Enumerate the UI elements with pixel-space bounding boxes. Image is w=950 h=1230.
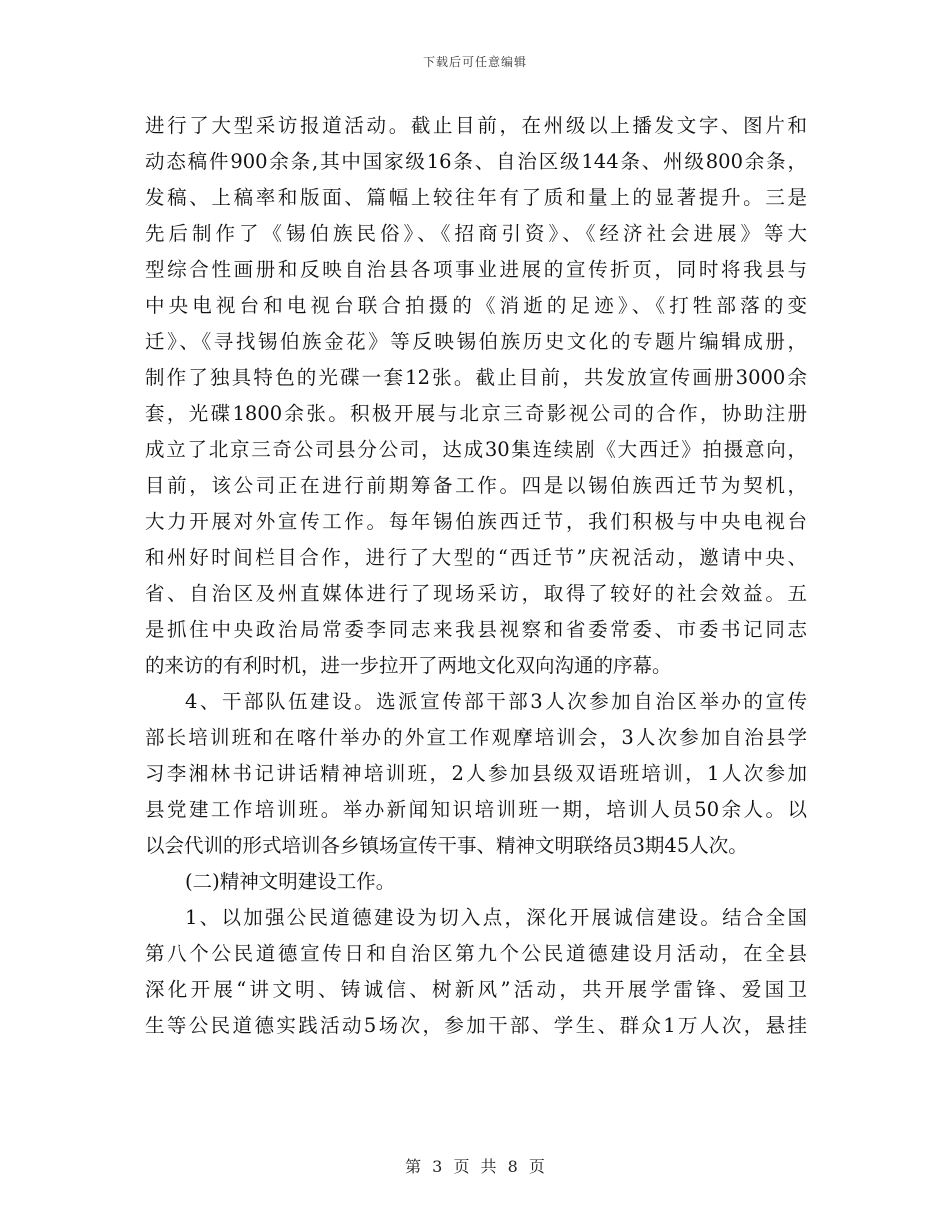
text-line: 目前，该公司正在进行前期筹备工作。四是以锡伯族西迁节为契机， — [145, 474, 807, 497]
text-line: 以会代训的形式培训各乡镇场宣传干事、精神文明联络员3期45人次。 — [145, 834, 748, 857]
text-line: 县党建工作培训班。举办新闻知识培训班一期，培训人员50余人。以 — [145, 798, 807, 821]
text-line: 进行了大型采访报道活动。截止目前，在州级以上播发文字、图片和 — [145, 114, 807, 137]
section-heading-cadre-building: 4、干部队伍建设。选派宣传部干部3人次参加自治区举办的宣传 — [185, 690, 807, 713]
document-body — [145, 108, 807, 1044]
text-line: 大力开展对外宣传工作。每年锡伯族西迁节，我们积极与中央电视台 — [145, 510, 807, 533]
text-line: 习李湘林书记讲话精神培训班，2人参加县级双语班培训，1人次参加 — [145, 762, 807, 785]
text-line: 部长培训班和在喀什举办的外宣工作观摩培训会，3人次参加自治县学 — [145, 726, 807, 749]
text-line: 成立了北京三奇公司县分公司，达成30集连续剧《大西迁》拍摄意向， — [145, 438, 807, 461]
text-line: 型综合性画册和反映自治县各项事业进展的宣传折页，同时将我县与 — [145, 258, 807, 281]
text-line: 深化开展“讲文明、铸诚信、树新风”活动，共开展学雷锋、爱国卫 — [145, 978, 807, 1001]
text-line: 是抓住中央政治局常委李同志来我县视察和省委常委、市委书记同志 — [145, 618, 807, 641]
page-number-footer: 第 3 页 共 8 页 — [405, 1157, 545, 1176]
text-line: 制作了独具特色的光碟一套12张。截止目前，共发放宣传画册3000余 — [145, 366, 807, 389]
text-line: 的来访的有利时机，进一步拉开了两地文化双向沟通的序幕。 — [145, 654, 672, 677]
text-line: 发稿、上稿率和版面、篇幅上较往年有了质和量上的显著提升。三是 — [145, 186, 807, 209]
text-line: 动态稿件900余条,其中国家级16条、自治区级144条、州级800余条， — [145, 150, 807, 173]
section-heading-civilization: (二)精神文明建设工作。 — [185, 870, 396, 893]
page-header: 下载后可任意编辑 — [422, 55, 527, 69]
text-line: 先后制作了《锡伯族民俗》、《招商引资》、《经济社会进展》等大 — [145, 222, 807, 245]
text-line: 省、自治区及州直媒体进行了现场采访，取得了较好的社会效益。五 — [145, 582, 807, 605]
text-line: 迁》、《寻找锡伯族金花》等反映锡伯族历史文化的专题片编辑成册， — [145, 330, 807, 353]
text-line: 和州好时间栏目合作，进行了大型的“西迁节”庆祝活动，邀请中央、 — [145, 546, 807, 569]
text-line: 生等公民道德实践活动5场次，参加干部、学生、群众1万人次，悬挂 — [145, 1014, 807, 1037]
text-line: 中央电视台和电视台联合拍摄的《消逝的足迹》、《打牲部落的变 — [145, 294, 807, 317]
text-line: 第八个公民道德宣传日和自治区第九个公民道德建设月活动，在全县 — [145, 942, 807, 965]
section-heading-moral-building: 1、以加强公民道德建设为切入点，深化开展诚信建设。结合全国 — [185, 906, 807, 929]
text-line: 套，光碟1800余张。积极开展与北京三奇影视公司的合作，协助注册 — [145, 402, 807, 425]
